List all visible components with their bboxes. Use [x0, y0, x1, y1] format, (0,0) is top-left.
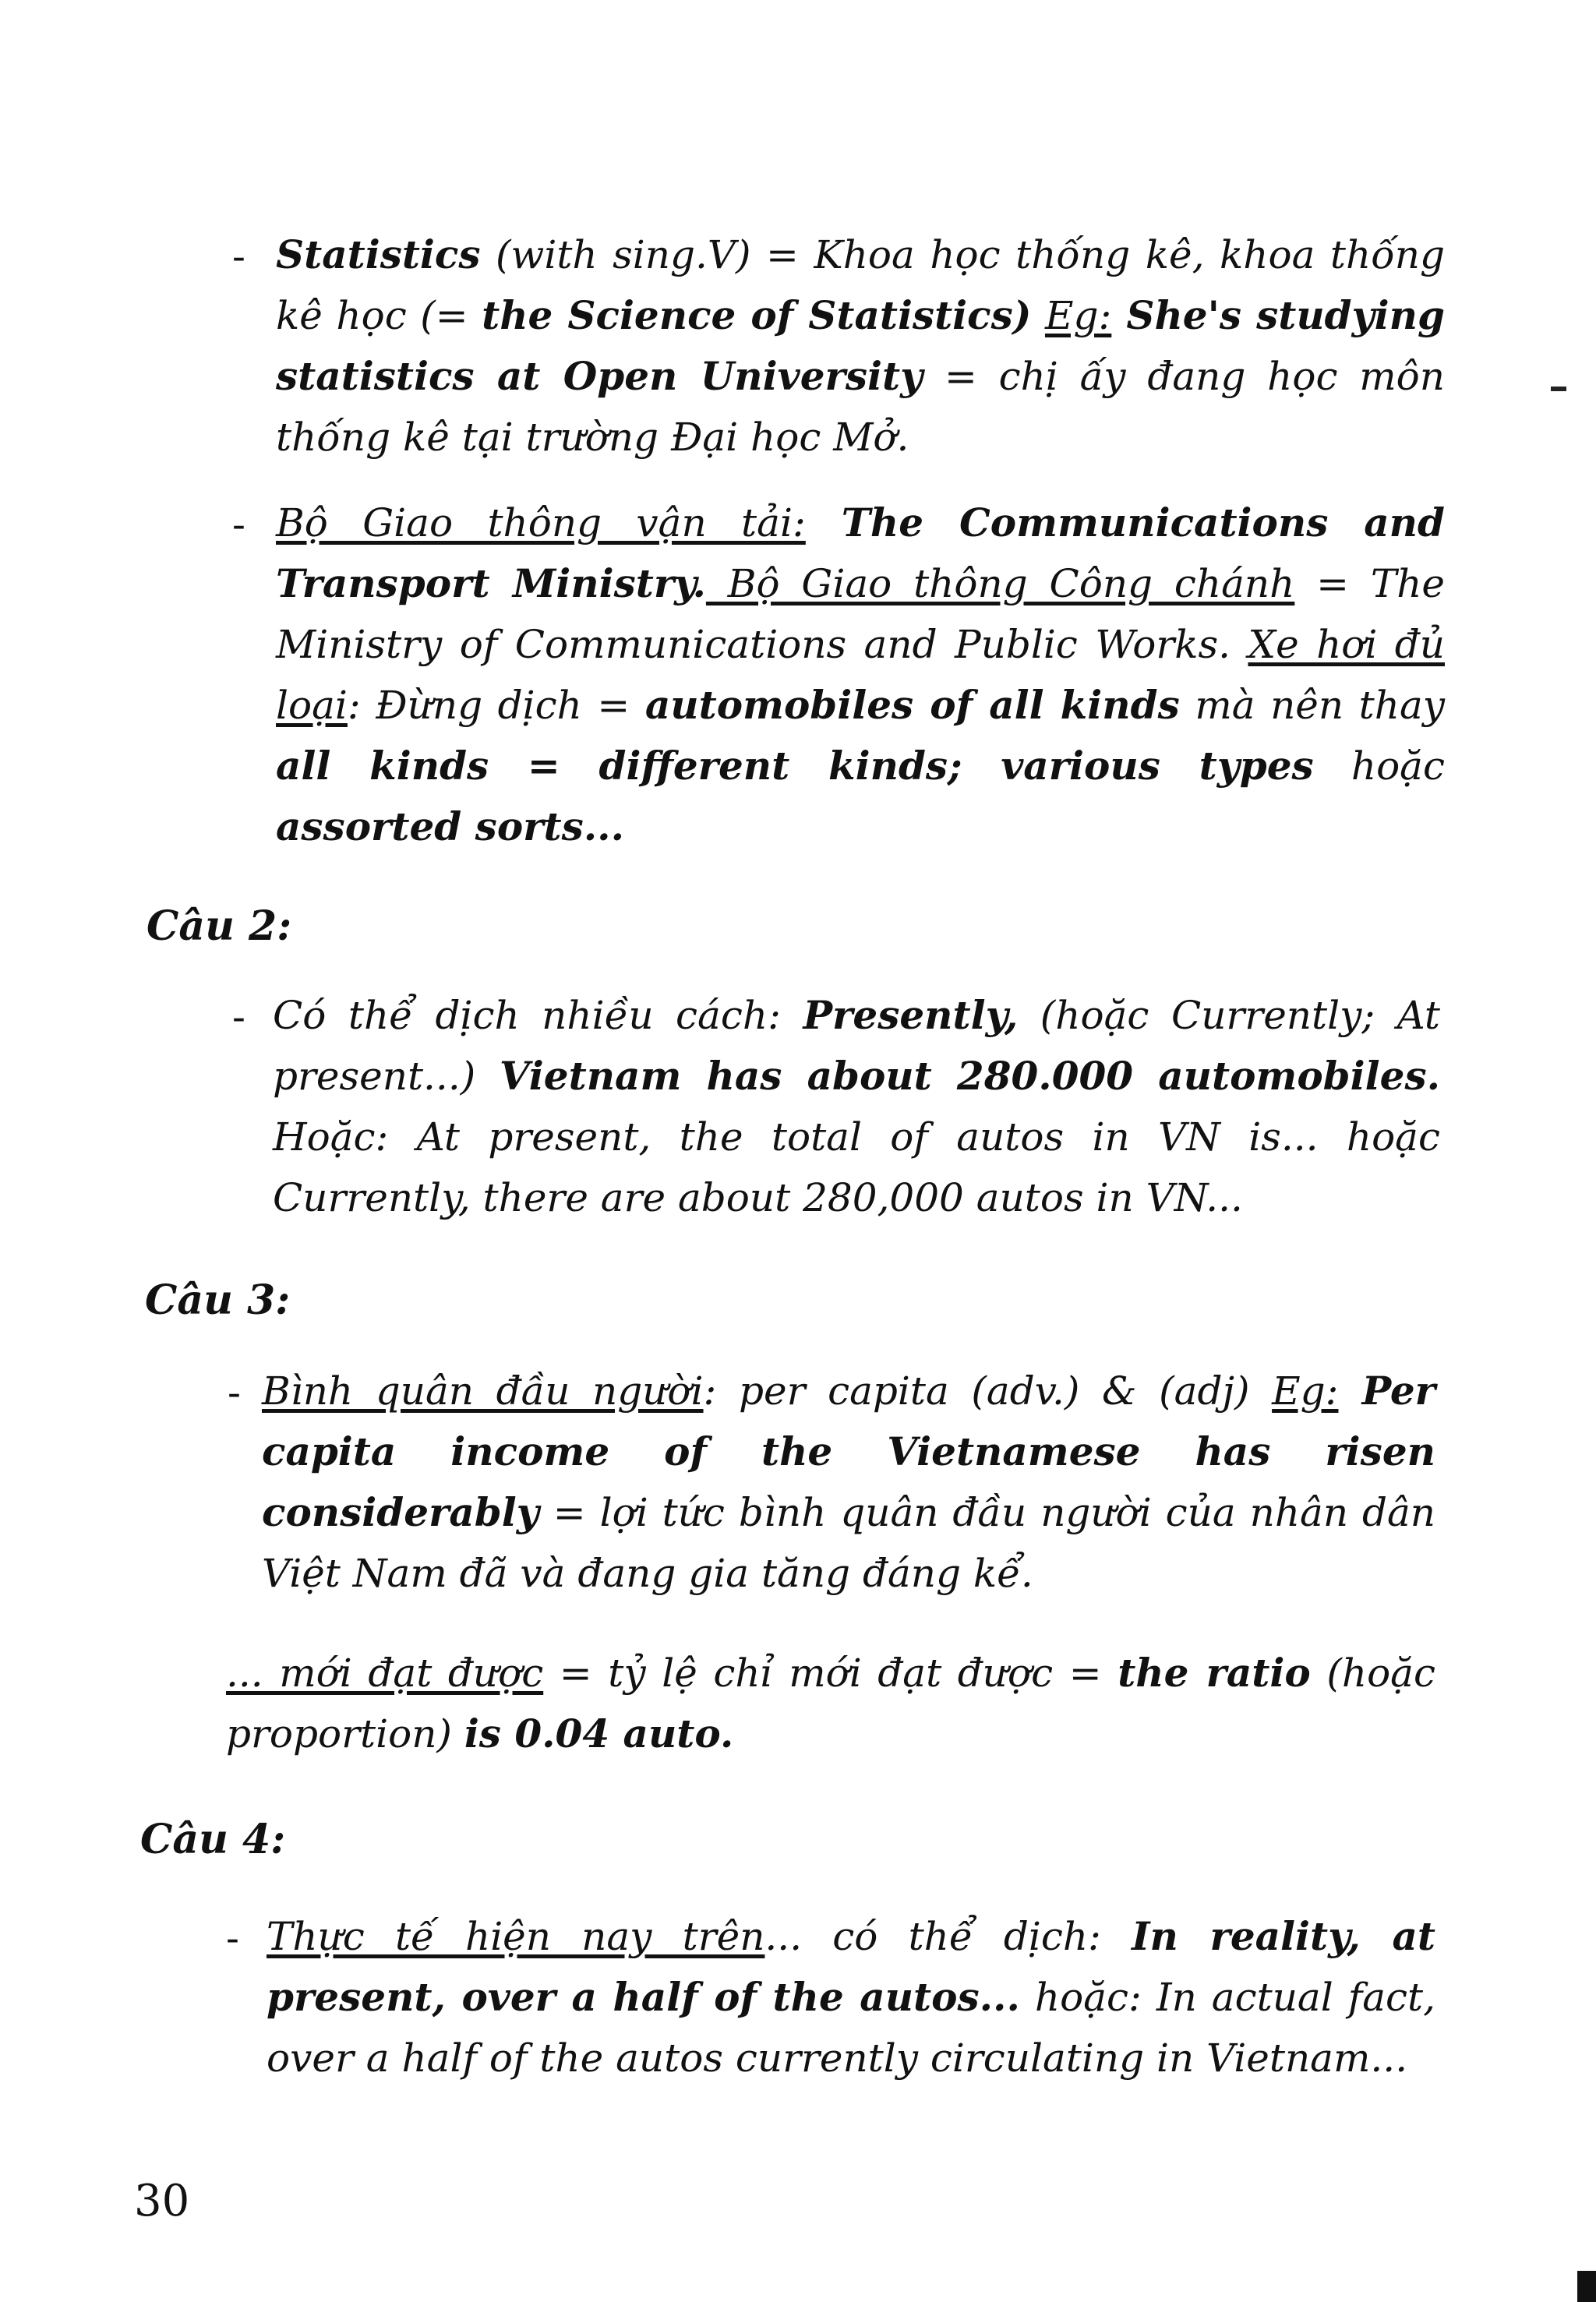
text: hoặc: In actual fact, over a half of the autos currently circulating in Vietnam... [267, 1975, 1435, 2081]
text: ... có thể dịch: [764, 1914, 1132, 1959]
text: = tỷ lệ chỉ mới đạt được = [543, 1651, 1118, 1696]
bullet-dash: - [232, 994, 245, 1040]
bullet-dash: - [226, 1915, 239, 1961]
term-statistics: Statistics [276, 231, 481, 277]
eg-label: Eg: [1272, 1368, 1339, 1414]
term-thuc-te: Thực tế hiện nay trên [267, 1914, 765, 1959]
bullet-dash: - [228, 1370, 241, 1415]
term-moi-dat-duoc: ... mới đạt được [226, 1651, 544, 1696]
term-automobiles: Xe hơi đủ loại [276, 622, 1445, 728]
term-public-works: Bộ Giao thông Công chánh [705, 561, 1295, 606]
term-ministry: Bộ Giao thông vận tải: [276, 500, 806, 545]
heading-cau-2: Câu 2: [147, 902, 292, 950]
bold-phrase: automobiles of all kinds [644, 682, 1180, 728]
eg-label: Eg: [1044, 293, 1112, 338]
text: hoặc [1313, 743, 1445, 789]
text: = The Ministry of Communications and Public Works. [276, 561, 1445, 667]
page-number: 30 [134, 2176, 190, 2226]
text: Có thể dịch nhiều cách: [273, 993, 803, 1038]
paragraph-ministry [276, 493, 1445, 857]
bullet-dash: - [232, 234, 245, 279]
text: (hoặc Currently; At present...) [273, 993, 1441, 1099]
bold-phrase: Vietnam has about 280.000 automobiles. [499, 1053, 1440, 1099]
bold-phrase: is 0.04 auto. [464, 1711, 734, 1757]
example-sentence: She's studying statistics at Open University [276, 292, 1445, 399]
margin-mark [1551, 387, 1566, 391]
translation: = chị ấy đang học môn thống kê tại trường Đại học Mở. [276, 354, 1445, 460]
bold-phrase: all kinds = different kinds; various types [276, 743, 1314, 789]
text: Hoặc: At present, the total of autos in VN is... hoặc Currently, there are about 280,000 autos in VN... [273, 1114, 1440, 1220]
text: = lợi tức bình quân đầu người của nhân dân Việt Nam đã và đang gia tăng đáng kể. [262, 1490, 1435, 1596]
corner-mark [1577, 2271, 1596, 2302]
bold-phrase: Presently, [803, 992, 1019, 1038]
bold-phrase: Per capita income of the Vietnamese has risen considerably [262, 1368, 1435, 1535]
text: (hoặc proportion) [226, 1651, 1435, 1757]
term-science-of-statistics: the Science of Statistics) [482, 292, 1032, 338]
english-ministry: The Communications and Transport Ministry. [276, 500, 1446, 606]
text: mà nên thay [1179, 683, 1445, 728]
paragraph-cau-2 [273, 985, 1440, 1228]
paragraph-statistics [276, 224, 1445, 468]
term-per-capita: Bình quân đầu người [262, 1368, 704, 1414]
paragraph-cau-3-ratio [226, 1643, 1435, 1764]
bold-phrase: the ratio [1118, 1650, 1311, 1696]
heading-cau-4: Câu 4: [140, 1816, 286, 1863]
bold-phrase: In reality, at present, over a half of the autos... [267, 1913, 1436, 2020]
heading-cau-3: Câu 3: [145, 1276, 291, 1324]
paragraph-cau-4 [267, 1906, 1435, 2088]
text: (with sing.V) = Khoa học thống kê, khoa thống kê học (= [276, 232, 1445, 338]
bold-phrase: assorted sorts... [276, 803, 624, 849]
paragraph-cau-3 [262, 1361, 1435, 1604]
text: : Đừng dịch = [347, 683, 645, 728]
text: : per capita (adv.) & (adj) [703, 1368, 1273, 1414]
bullet-dash: - [232, 502, 245, 547]
